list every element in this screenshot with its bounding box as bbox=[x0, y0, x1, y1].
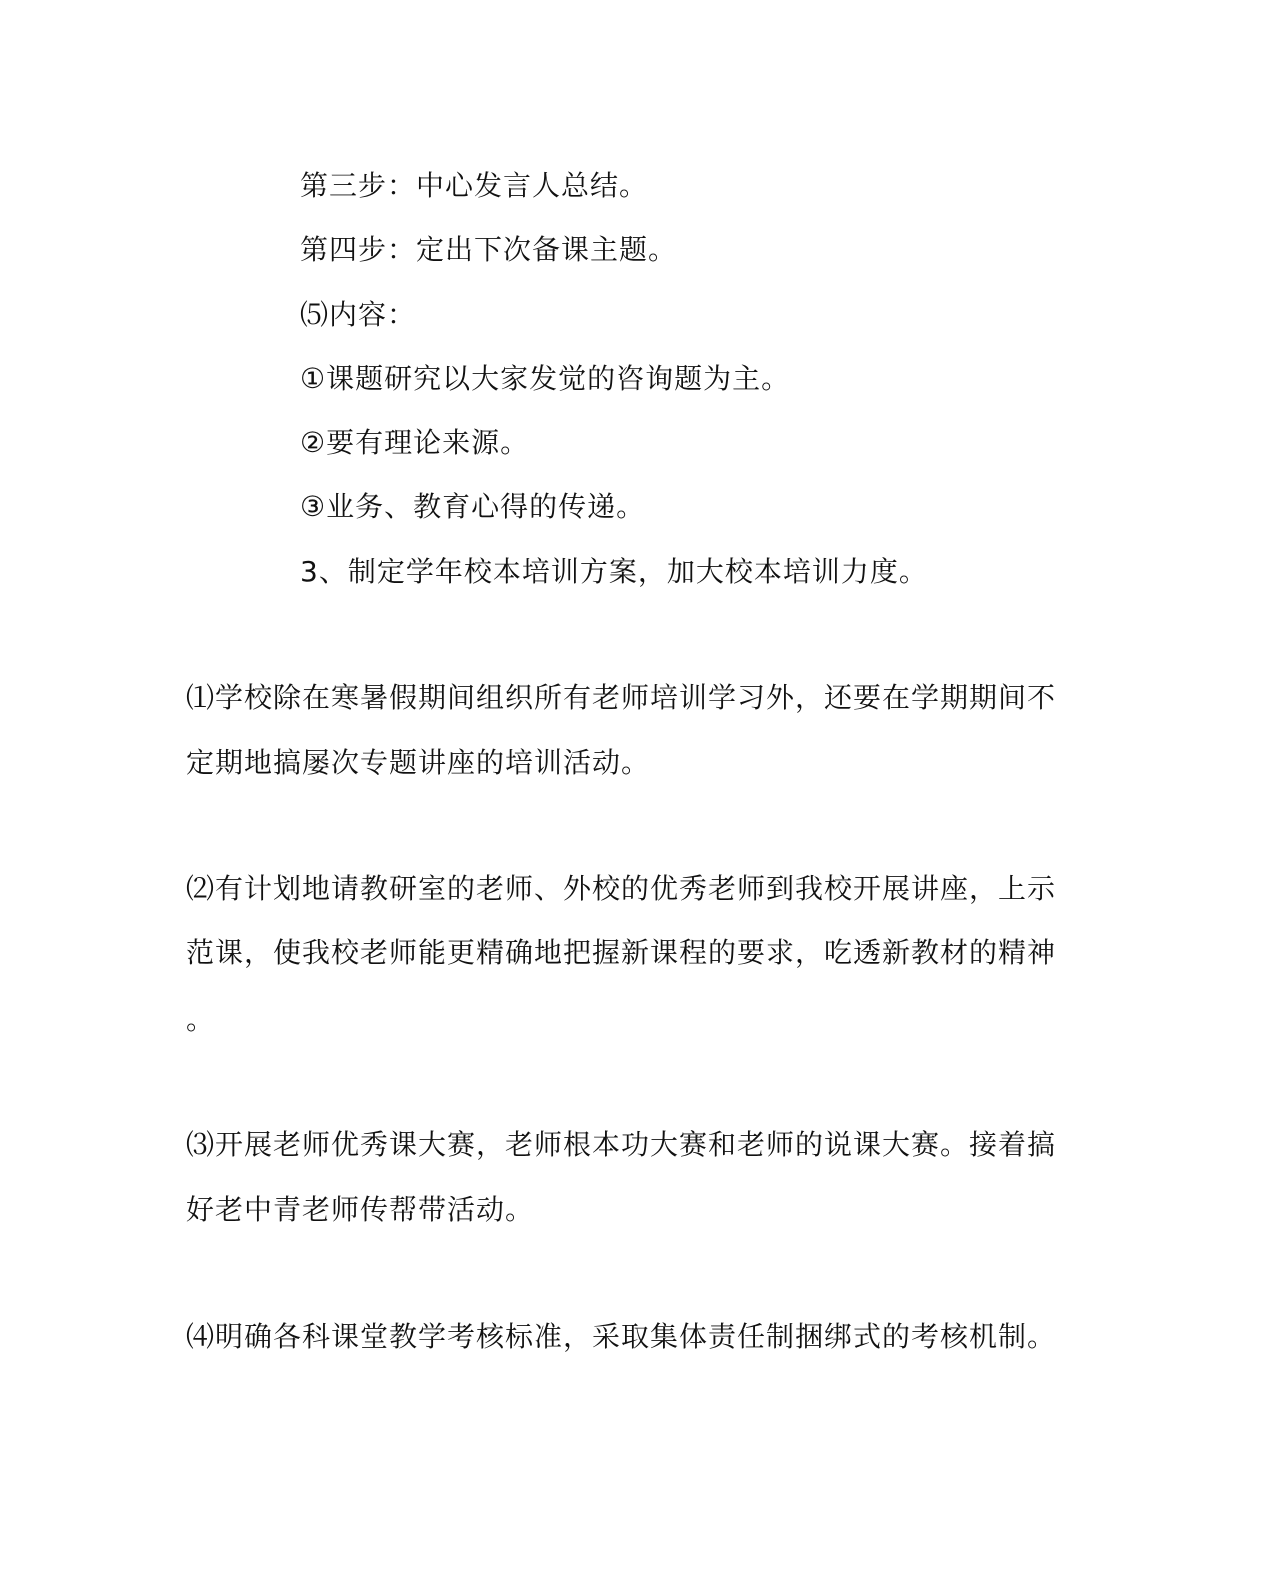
content-item-2: ②要有理论来源。 bbox=[300, 426, 530, 459]
content-item-1: ①课题研究以大家发觉的咨询题为主。 bbox=[300, 362, 791, 395]
paragraph-2-line-2: 范课，使我校老师能更精确地把握新课程的要求，吃透新教材的精神 bbox=[186, 936, 1057, 969]
step-four-line: 第四步：定出下次备课主题。 bbox=[300, 233, 678, 266]
step-three-line: 第三步：中心发言人总结。 bbox=[300, 169, 649, 202]
content-item-3: ③业务、教育心得的传递。 bbox=[300, 490, 646, 523]
paragraph-1-line-2: 定期地搞屡次专题讲座的培训活动。 bbox=[186, 746, 651, 779]
section-3-heading: 3、制定学年校本培训方案，加大校本培训力度。 bbox=[300, 555, 928, 588]
paragraph-4-line-1: ⑷明确各科课堂教学考核标准，采取集体责任制捆绑式的考核机制。 bbox=[186, 1320, 1057, 1353]
content-heading: ⑸内容： bbox=[300, 298, 417, 331]
paragraph-3-line-1: ⑶开展老师优秀课大赛，老师根本功大赛和老师的说课大赛。接着搞 bbox=[186, 1128, 1057, 1161]
paragraph-2-line-1: ⑵有计划地请教研室的老师、外校的优秀老师到我校开展讲座，上示 bbox=[186, 872, 1057, 905]
paragraph-2-line-3: 。 bbox=[186, 1003, 216, 1036]
paragraph-1-line-1: ⑴学校除在寒暑假期间组织所有老师培训学习外，还要在学期期间不 bbox=[186, 681, 1057, 714]
paragraph-3-line-2: 好老中青老师传帮带活动。 bbox=[186, 1193, 535, 1226]
